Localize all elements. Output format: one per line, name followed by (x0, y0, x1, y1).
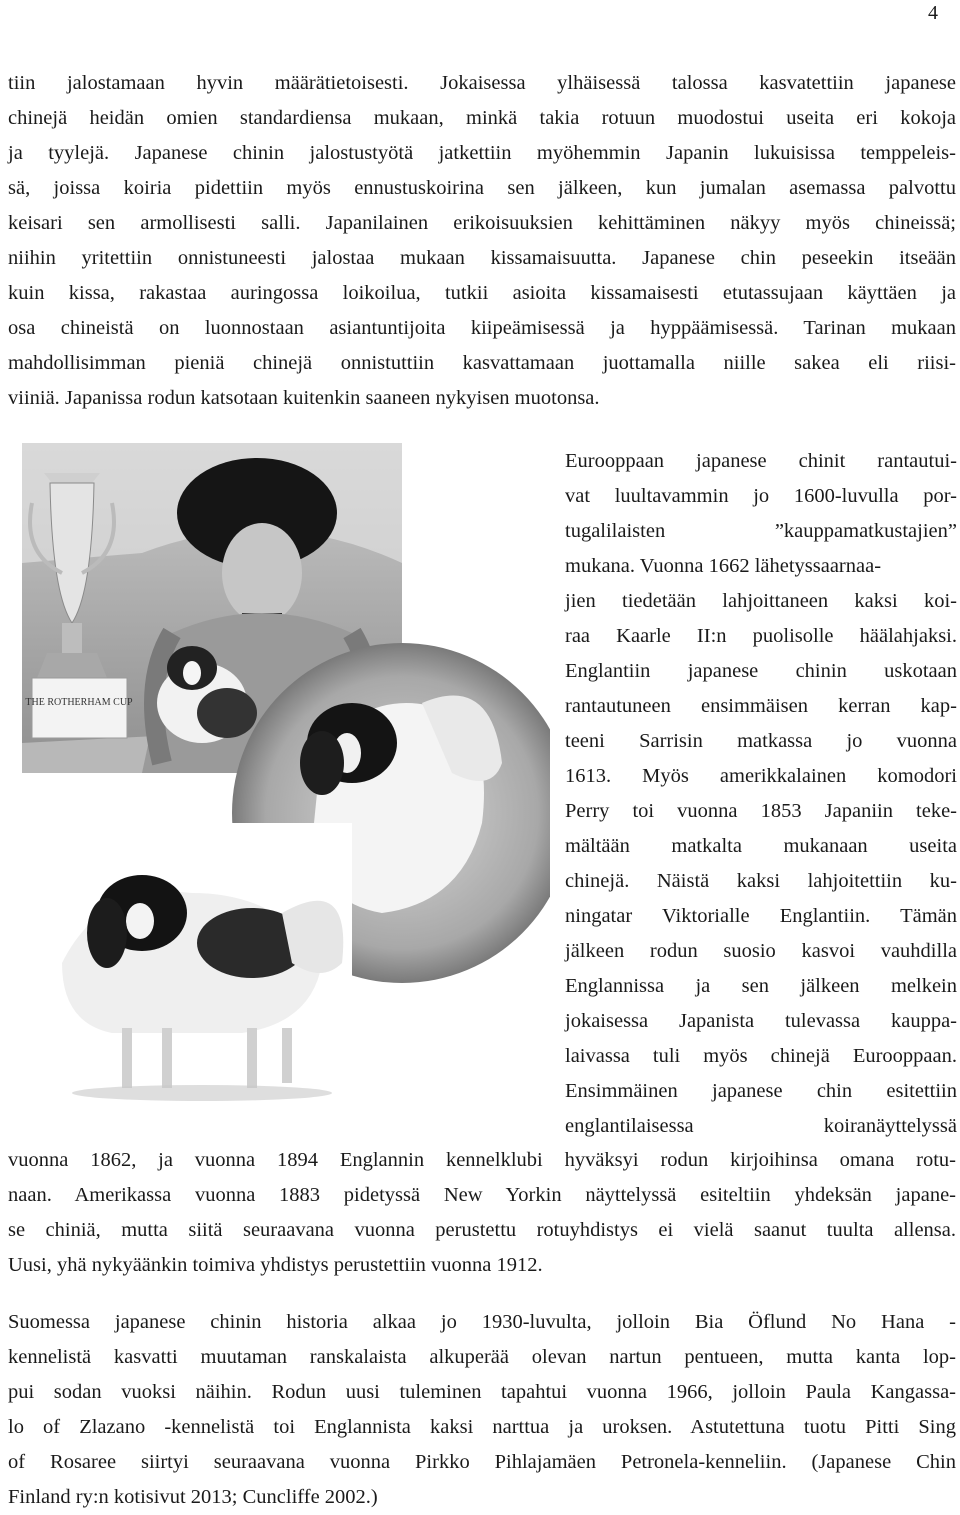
text-line: laivassa tuli myös chinejä Eurooppaan. (565, 1045, 957, 1067)
page-number: 4 (928, 2, 938, 24)
text-line: Eurooppaan japanese chinit rantautui- (565, 450, 957, 472)
paragraph-finland (8, 1305, 956, 1515)
text-line: mältään matkalta mukanaan useita (565, 835, 957, 857)
text-line: pui sodan vuoksi näihin. Rodun uusi tuleminen tapahtui vuonna 1966, jolloin Paula Kangassa- (8, 1381, 956, 1403)
text-line: Perry toi vuonna 1853 Japaniin teke- (565, 800, 957, 822)
text-line: rantautuneen ensimmäisen kerran kap- (565, 695, 957, 717)
text-line: chinejä. Näistä kaksi lahjoitettiin ku- (565, 870, 957, 892)
text-line: keisari sen armollisesti salli. Japanilainen erikoisuuksien kehittäminen näkyy myös chineissä; (8, 212, 956, 234)
text-line: kennelistä kasvatti muutaman ranskalaista alkuperää olevan nartun pentueen, mutta kanta lop- (8, 1346, 956, 1368)
text-line: of Rosaree siirtyi seuraavana vuonna Pirkko Pihlajamäen Petronela-kenneliin. (Japanese Chin (8, 1451, 956, 1473)
text-line: Suomessa japanese chinin historia alkaa jo 1930-luvulta, jolloin Bia Öflund No Hana - (8, 1311, 956, 1333)
text-line: teeni Sarrisin matkassa jo vuonna (565, 730, 957, 752)
text-line: ja tyylejä. Japanese chinin jalostustyötä jatkettiin myöhemmin Japanin lukuisissa temppeleis- (8, 142, 956, 164)
text-line: kuin kissa, rakastaa auringossa loikoilua, tutkii asioita kissamaisesti etutassujaan käyttäen ja (8, 282, 956, 304)
trophy-card-text: THE ROTHERHAM CUP (25, 697, 133, 708)
text-line: jälkeen rodun suosio kasvoi vauhdilla (565, 940, 957, 962)
text-line: vuonna 1862, ja vuonna 1894 Englannin kennelklubi hyväksyi rodun kirjoihinsa omana rotu- (8, 1149, 956, 1171)
sidebar-text-europe (565, 444, 957, 1144)
dog-standing-photo (22, 823, 352, 1110)
text-line: osa chineistä on luonnostaan asiantuntijoita kiipeämisessä ja hyppäämisessä. Tarinan mukaan (8, 317, 956, 339)
paragraph-england-america (8, 1143, 956, 1283)
photo-collage (22, 443, 550, 1110)
text-line: chinejä heidän omien standardiensa mukaan, minkä takia rotuun muodostui useita eri kokoja (8, 107, 956, 129)
text-line: Uusi, yhä nykyäänkin toimiva yhdistys perustettiin vuonna 1912. (8, 1254, 543, 1276)
text-line: raa Kaarle II:n puolisolle häälahjaksi. (565, 625, 957, 647)
text-line: tiin jalostamaan hyvin määrätietoisesti. Jokaisessa ylhäisessä talossa kasvatettiin japanese (8, 72, 956, 94)
text-line: mahdollisimman pieniä chinejä onnistuttiin kasvattamaan juottamalla niille sakea eli riisi- (8, 352, 956, 374)
text-line: mukana. Vuonna 1662 lähetyssaarnaa- (565, 555, 882, 577)
text-line: lo of Zlazano -kennelistä toi Englannista kaksi narttua ja uroksen. Astutettuna tuotu Pitti Sing (8, 1416, 956, 1438)
text-line: Finland ry:n kotisivut 2013; Cuncliffe 2002.) (8, 1486, 378, 1508)
text-line: vat luultavammin jo 1600-luvulla por- (565, 485, 957, 507)
text-line: jokaisessa Japanista tulevassa kauppa- (565, 1010, 957, 1032)
text-line: Englannissa ja sen jälkeen melkein (565, 975, 957, 997)
text-line: niihin yritettiin onnistuneesti jalostaa mukaan kissamaisuutta. Japanese chin peseekin itseään (8, 247, 956, 269)
text-line: viiniä. Japanissa rodun katsotaan kuitenkin saaneen nykyisen muotonsa. (8, 387, 600, 409)
text-line: 1613. Myös amerikkalainen komodori (565, 765, 957, 787)
text-line: tugalilaisten ”kauppamatkustajien” (565, 520, 957, 542)
photo-collage-icon (22, 443, 550, 1110)
text-line: jien tiedetään lahjoittaneen kaksi koi- (565, 590, 957, 612)
text-line: englantilaisessa koiranäyttelyssä (565, 1115, 957, 1137)
text-line: se chiniä, mutta siitä seuraavana vuonna perustettu rotuyhdistys ei vielä saanut tuulta allensa. (8, 1219, 956, 1241)
text-line: sä, joissa koiria pidettiin myös ennustuskoirina sen jälkeen, kun jumalan asemassa palvottu (8, 177, 956, 199)
text-line: ningatar Viktorialle Englantiin. Tämän (565, 905, 957, 927)
text-line: Ensimmäinen japanese chin esitettiin (565, 1080, 957, 1102)
paragraph-history-japan (8, 66, 956, 416)
text-line: naan. Amerikassa vuonna 1883 pidetyssä New Yorkin näyttelyssä esiteltiin yhdeksän japane- (8, 1184, 956, 1206)
text-line: Englantiin japanese chinin uskotaan (565, 660, 957, 682)
